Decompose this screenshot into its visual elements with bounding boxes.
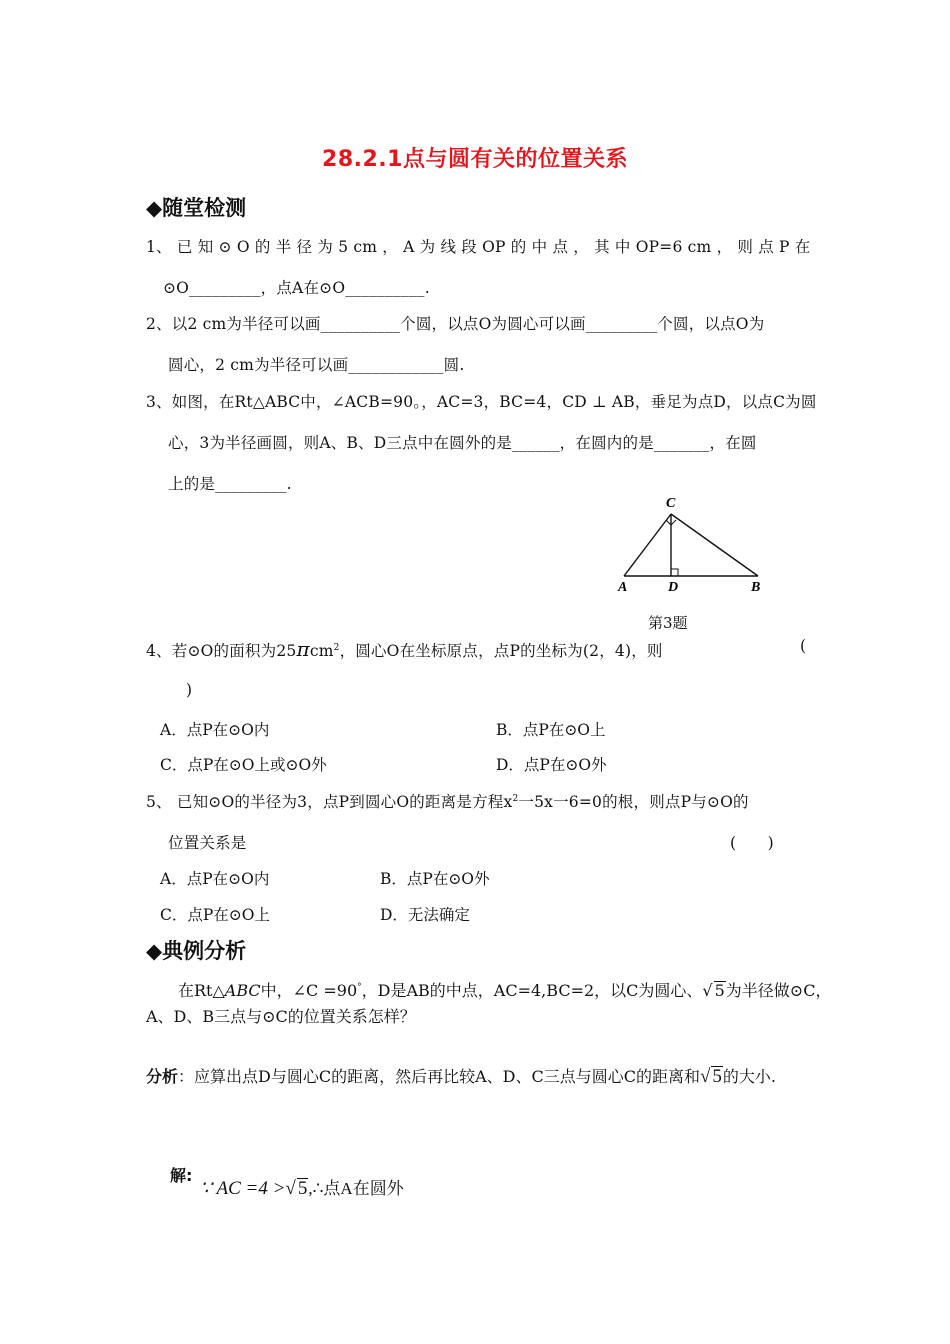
question-4-line-1: [146, 637, 663, 661]
example-text-a: 在Rt: [178, 981, 213, 1000]
q4-option-c: C．点P在⊙O上或⊙O外: [160, 756, 327, 774]
question-5-line-2: 位置关系是: [168, 834, 247, 852]
question-1-line-2: ⊙O_________，点A在⊙O__________.: [163, 279, 430, 297]
solution-text-a: ∵ AC =4 >: [200, 1178, 286, 1199]
question-3-line-1: 3、如图，在Rt△ABC中，∠ACB=90。，AC=3，BC=4，CD ⊥ AB，垂足为点D，以点C为圆: [146, 393, 817, 411]
example-sqrt-value: 5: [714, 981, 725, 1000]
example-text-b: 中，∠C =90: [260, 981, 358, 1000]
question-5-line-1: [146, 790, 749, 812]
analysis-label: 分析: [146, 1067, 179, 1086]
segment-ac: [624, 514, 671, 576]
sqrt-icon: √: [285, 1178, 296, 1199]
example-line-2: A、D、B三点与⊙C的位置关系怎样？: [146, 1007, 416, 1026]
q5-text-a: 5、 已知⊙O的半径为3，点P到圆心O的距离是方程x: [146, 793, 513, 811]
solution-colon: :: [186, 1166, 193, 1185]
sqrt-icon: √: [699, 1066, 711, 1087]
right-angle-mark-d: [671, 569, 678, 576]
answer-paren-open: (: [800, 637, 807, 655]
solution-text-b: ,∴点A在圆外: [308, 1179, 404, 1198]
solution-label-text: 解: [170, 1166, 187, 1185]
q4-text-c: ，圆心O在坐标原点，点P的坐标为(2，4)，则: [339, 642, 663, 660]
example-line-1: [178, 978, 831, 1001]
q5-option-b: B．点P在⊙O外: [380, 870, 490, 888]
triangle-figure: [610, 490, 770, 600]
q5-option-d: D．无法确定: [380, 906, 470, 924]
answer-paren-close: ): [186, 681, 193, 699]
section-heading-examples: ◆典例分析: [146, 939, 247, 963]
label-d: D: [668, 580, 679, 595]
degree-symbol: °: [357, 982, 362, 993]
label-b: B: [751, 580, 761, 595]
analysis-line: [146, 1064, 776, 1088]
q5-text-b: 一5x一6=0的根，则点P与⊙O的: [518, 793, 749, 811]
label-c: C: [666, 496, 676, 511]
q5-option-c: C．点P在⊙O上: [160, 906, 270, 924]
figure-caption: 第3题: [648, 614, 688, 632]
label-a: A: [618, 580, 628, 595]
q5-answer-paren: ( ): [730, 834, 774, 852]
question-1-line-1: 1、 已 知 ⊙ O 的 半 径 为 5 cm ， A 为 线 段 OP 的 中 点 ， 其 中 OP=6 cm ， 则 点 P 在: [146, 238, 811, 256]
question-2-line-1: 2、以2 cm为半径可以画__________个圆，以点O为圆心可以画_________个圆，以点O为: [146, 315, 765, 333]
q5-option-a: A．点P在⊙O内: [160, 870, 270, 888]
example-text-d: 为半径做⊙C，: [725, 981, 832, 1000]
question-3-line-3: 上的是_________.: [168, 475, 292, 493]
q4-option-b: B．点P在⊙O上: [496, 721, 606, 739]
pi-symbol: π: [296, 637, 310, 661]
example-triangle: △ABC: [212, 981, 261, 1000]
question-2-line-2: 圆心，2 cm为半径可以画____________圆.: [168, 356, 465, 374]
section-heading-check: ◆随堂检测: [146, 196, 247, 220]
analysis-text: ：应算出点D与圆心C的距离，然后再比较A、D、C三点与圆心C的距离和: [178, 1067, 700, 1086]
solution-line: [200, 1174, 404, 1200]
q4-option-a: A．点P在⊙O内: [160, 721, 270, 739]
solution-label: [170, 1163, 192, 1186]
q4-unit: cm: [309, 642, 334, 660]
question-3-line-2: 心，3为半径画圆，则A、B、D三点中在圆外的是______，在圆内的是_______，在圆: [168, 434, 757, 452]
segment-bc: [671, 514, 758, 576]
q4-text-a: 4、若⊙O的面积为25: [146, 642, 297, 660]
triangle-abc: [624, 514, 758, 576]
example-text-c: ，D是AB的中点，AC=4,BC=2，以C为圆心、: [361, 981, 703, 1000]
q4-superscript: 2: [333, 642, 340, 653]
analysis-sqrt-value: 5: [712, 1066, 722, 1087]
page-title: 28.2.1点与圆有关的位置关系: [322, 147, 628, 172]
sqrt-icon: √: [702, 981, 713, 1000]
solution-sqrt-value: 5: [297, 1178, 308, 1199]
q5-superscript: 2: [512, 793, 519, 804]
analysis-end: 的大小.: [722, 1067, 776, 1086]
q4-option-d: D．点P在⊙O外: [496, 756, 607, 774]
